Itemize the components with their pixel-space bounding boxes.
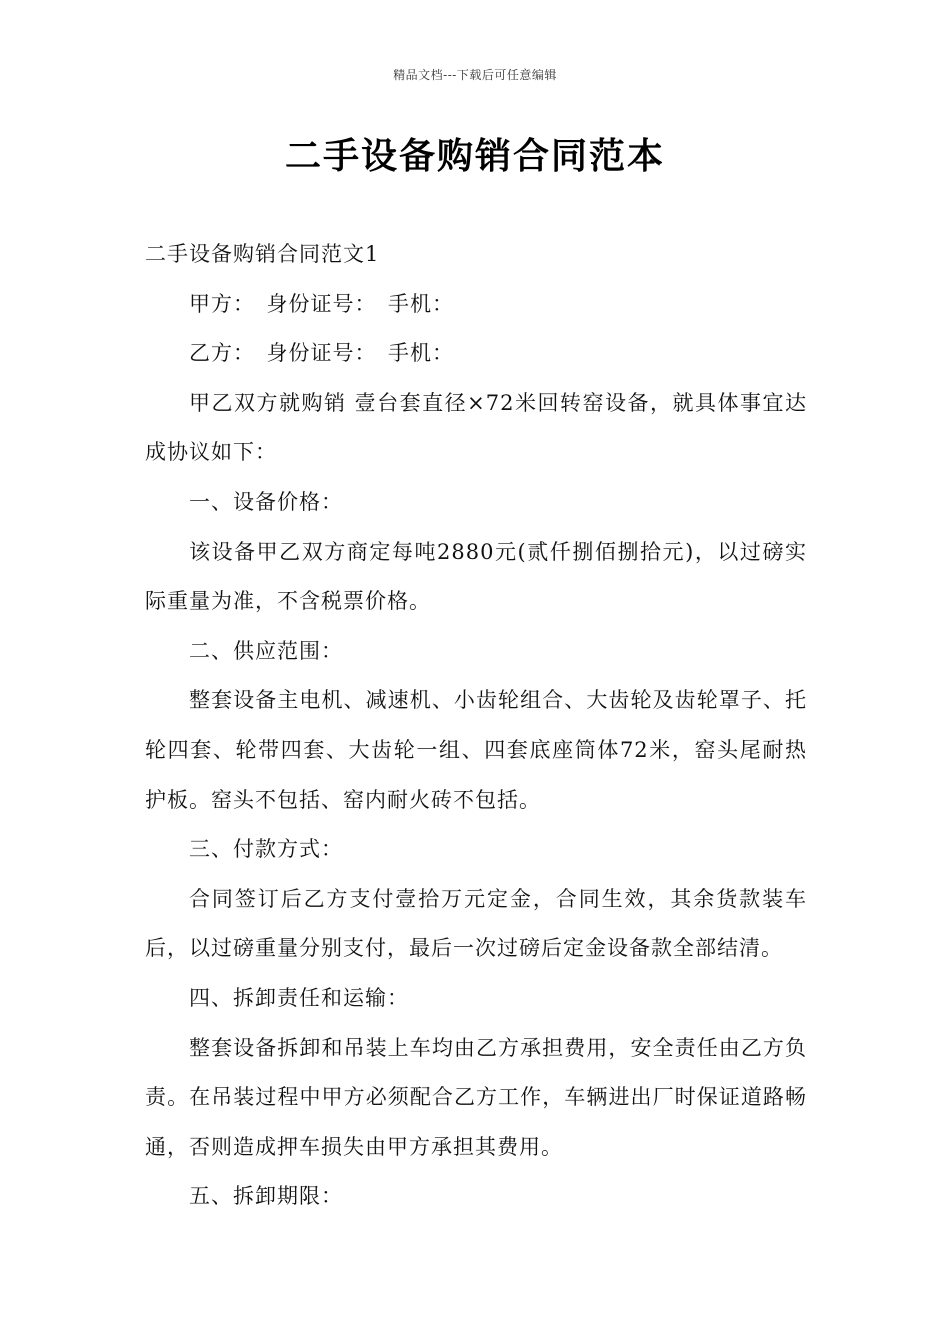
document-title: 二手设备购销合同范本 xyxy=(284,136,665,177)
document-body xyxy=(145,230,807,1222)
party-b-line: 乙方： 身份证号： 手机： xyxy=(189,341,454,366)
section-heading-deadline: 五、拆卸期限： xyxy=(189,1184,343,1209)
section-heading-price: 一、设备价格： xyxy=(189,489,343,514)
intro-paragraph: 甲乙双方就购销 壹台套直径×72米回转窑设备，就具体事宜达成协议如下： xyxy=(145,390,807,465)
section-heading-scope: 二、供应范围： xyxy=(189,638,343,663)
contract-subtitle: 二手设备购销合同范文1 xyxy=(145,242,380,266)
header-note: 精品文档---下载后可任意编辑 xyxy=(393,68,557,82)
scope-paragraph: 整套设备主电机、减速机、小齿轮组合、大齿轮及齿轮罩子、托轮四套、轮带四套、大齿轮一组、四套底座筒体72米，窑头尾耐热护板。窑头不包括、窑内耐火砖不包括。 xyxy=(145,688,807,812)
price-paragraph: 该设备甲乙双方商定每吨2880元(贰仟捌佰捌拾元)，以过磅实际重量为准，不含税票价格。 xyxy=(145,539,807,614)
payment-paragraph: 合同签订后乙方支付壹拾万元定金，合同生效，其余货款装车后，以过磅重量分别支付，最后一次过磅后定金设备款全部结清。 xyxy=(145,886,807,961)
dismantling-paragraph: 整套设备拆卸和吊装上车均由乙方承担费用，安全责任由乙方负责。在吊装过程中甲方必须配合乙方工作，车辆进出厂时保证道路畅通，否则造成押车损失由甲方承担其费用。 xyxy=(145,1035,807,1159)
section-heading-payment: 三、付款方式： xyxy=(189,837,343,862)
party-a-line: 甲方： 身份证号： 手机： xyxy=(189,291,454,316)
section-heading-dismantling: 四、拆卸责任和运输： xyxy=(189,985,409,1010)
